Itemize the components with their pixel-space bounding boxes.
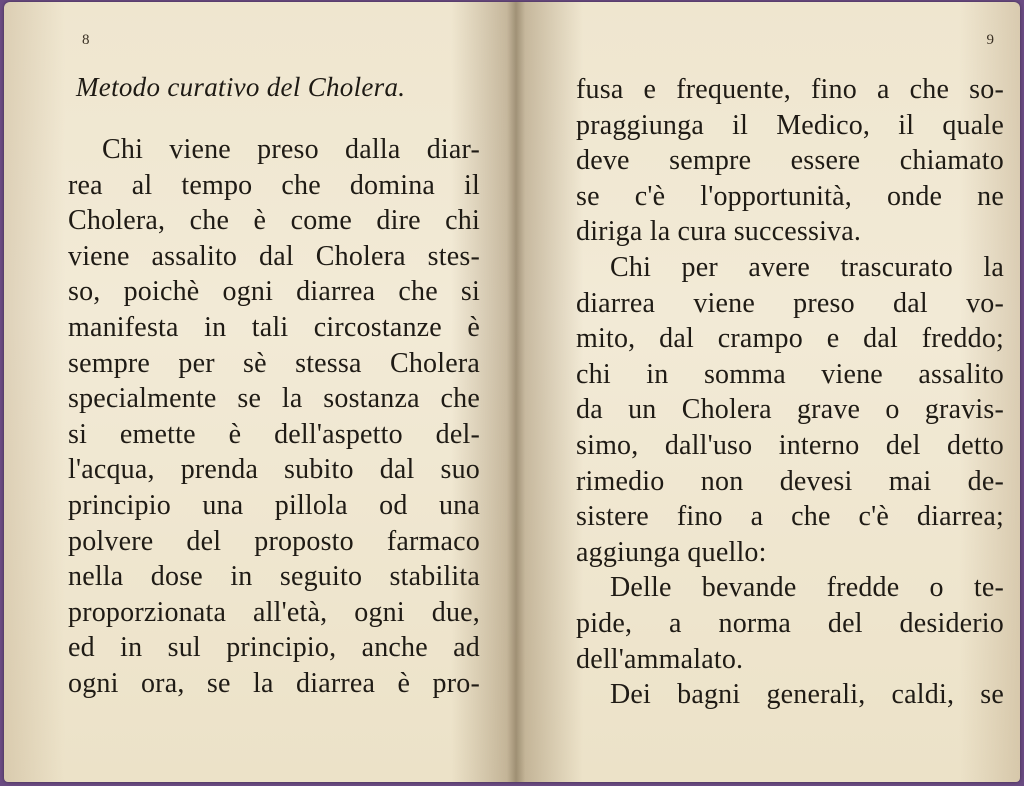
text-line: diarrea viene preso dal vo-	[576, 287, 1004, 319]
text-line: chi in somma viene assalito	[576, 358, 1004, 390]
text-line: viene assalito dal Cholera stes-	[68, 240, 480, 272]
text-line: manifesta in tali circostanze è	[68, 311, 480, 343]
right-page-number: 9	[986, 32, 994, 48]
text-line: si emette è dell'aspetto del-	[68, 418, 480, 450]
text-line: rimedio non devesi mai de-	[576, 465, 1004, 497]
text-line: Chi per avere trascurato la	[610, 251, 1004, 283]
text-line: da un Cholera grave o gravis-	[576, 394, 1004, 426]
text-line: so, poichè ogni diarrea che si	[68, 276, 480, 308]
text-line: principio una pillola od una	[68, 489, 480, 521]
text-line: nella dose in seguito stabilita	[68, 561, 480, 593]
text-line: deve sempre essere chiamato	[576, 145, 1004, 177]
text-line: sempre per sè stessa Cholera	[68, 347, 480, 379]
text-line: mito, dal crampo e dal freddo;	[576, 323, 1004, 355]
text-line: pide, a norma del desiderio	[576, 607, 1004, 639]
text-line: ogni ora, se la diarrea è pro-	[68, 667, 480, 699]
text-line: se c'è l'opportunità, onde ne	[576, 180, 1004, 212]
text-line: l'acqua, prenda subito dal suo	[68, 454, 480, 486]
text-line: Chi viene preso dalla diar-	[102, 134, 480, 165]
text-line: polvere del proposto farmaco	[68, 525, 480, 557]
text-line: praggiunga il Medico, il quale	[576, 109, 1004, 141]
text-line: ed in sul principio, anche ad	[68, 632, 480, 664]
text-line: Delle bevande fredde o te-	[610, 572, 1004, 604]
text-line: simo, dall'uso interno del detto	[576, 429, 1004, 461]
text-line: aggiunga quello:	[576, 536, 767, 568]
text-line: Dei bagni generali, caldi, se	[610, 679, 1004, 711]
text-line: Cholera, che è come dire chi	[68, 205, 480, 237]
text-line: diriga la cura successiva.	[576, 216, 862, 248]
open-book	[4, 2, 1020, 782]
text-line: proporzionata all'età, ogni due,	[68, 596, 480, 628]
left-page-number: 8	[82, 32, 90, 48]
text-line: fusa e frequente, fino a che so-	[576, 74, 1004, 105]
left-page	[4, 2, 512, 782]
text-line: sistere fino a che c'è diarrea;	[576, 501, 1004, 533]
left-page-body	[68, 132, 480, 702]
section-heading: Metodo curativo del Cholera.	[76, 72, 406, 102]
text-line: specialmente se la sostanza che	[68, 383, 480, 415]
text-line: rea al tempo che domina il	[68, 169, 480, 201]
text-line: dell'ammalato.	[576, 643, 744, 675]
right-page	[512, 2, 1020, 782]
right-page-body	[576, 72, 1004, 713]
